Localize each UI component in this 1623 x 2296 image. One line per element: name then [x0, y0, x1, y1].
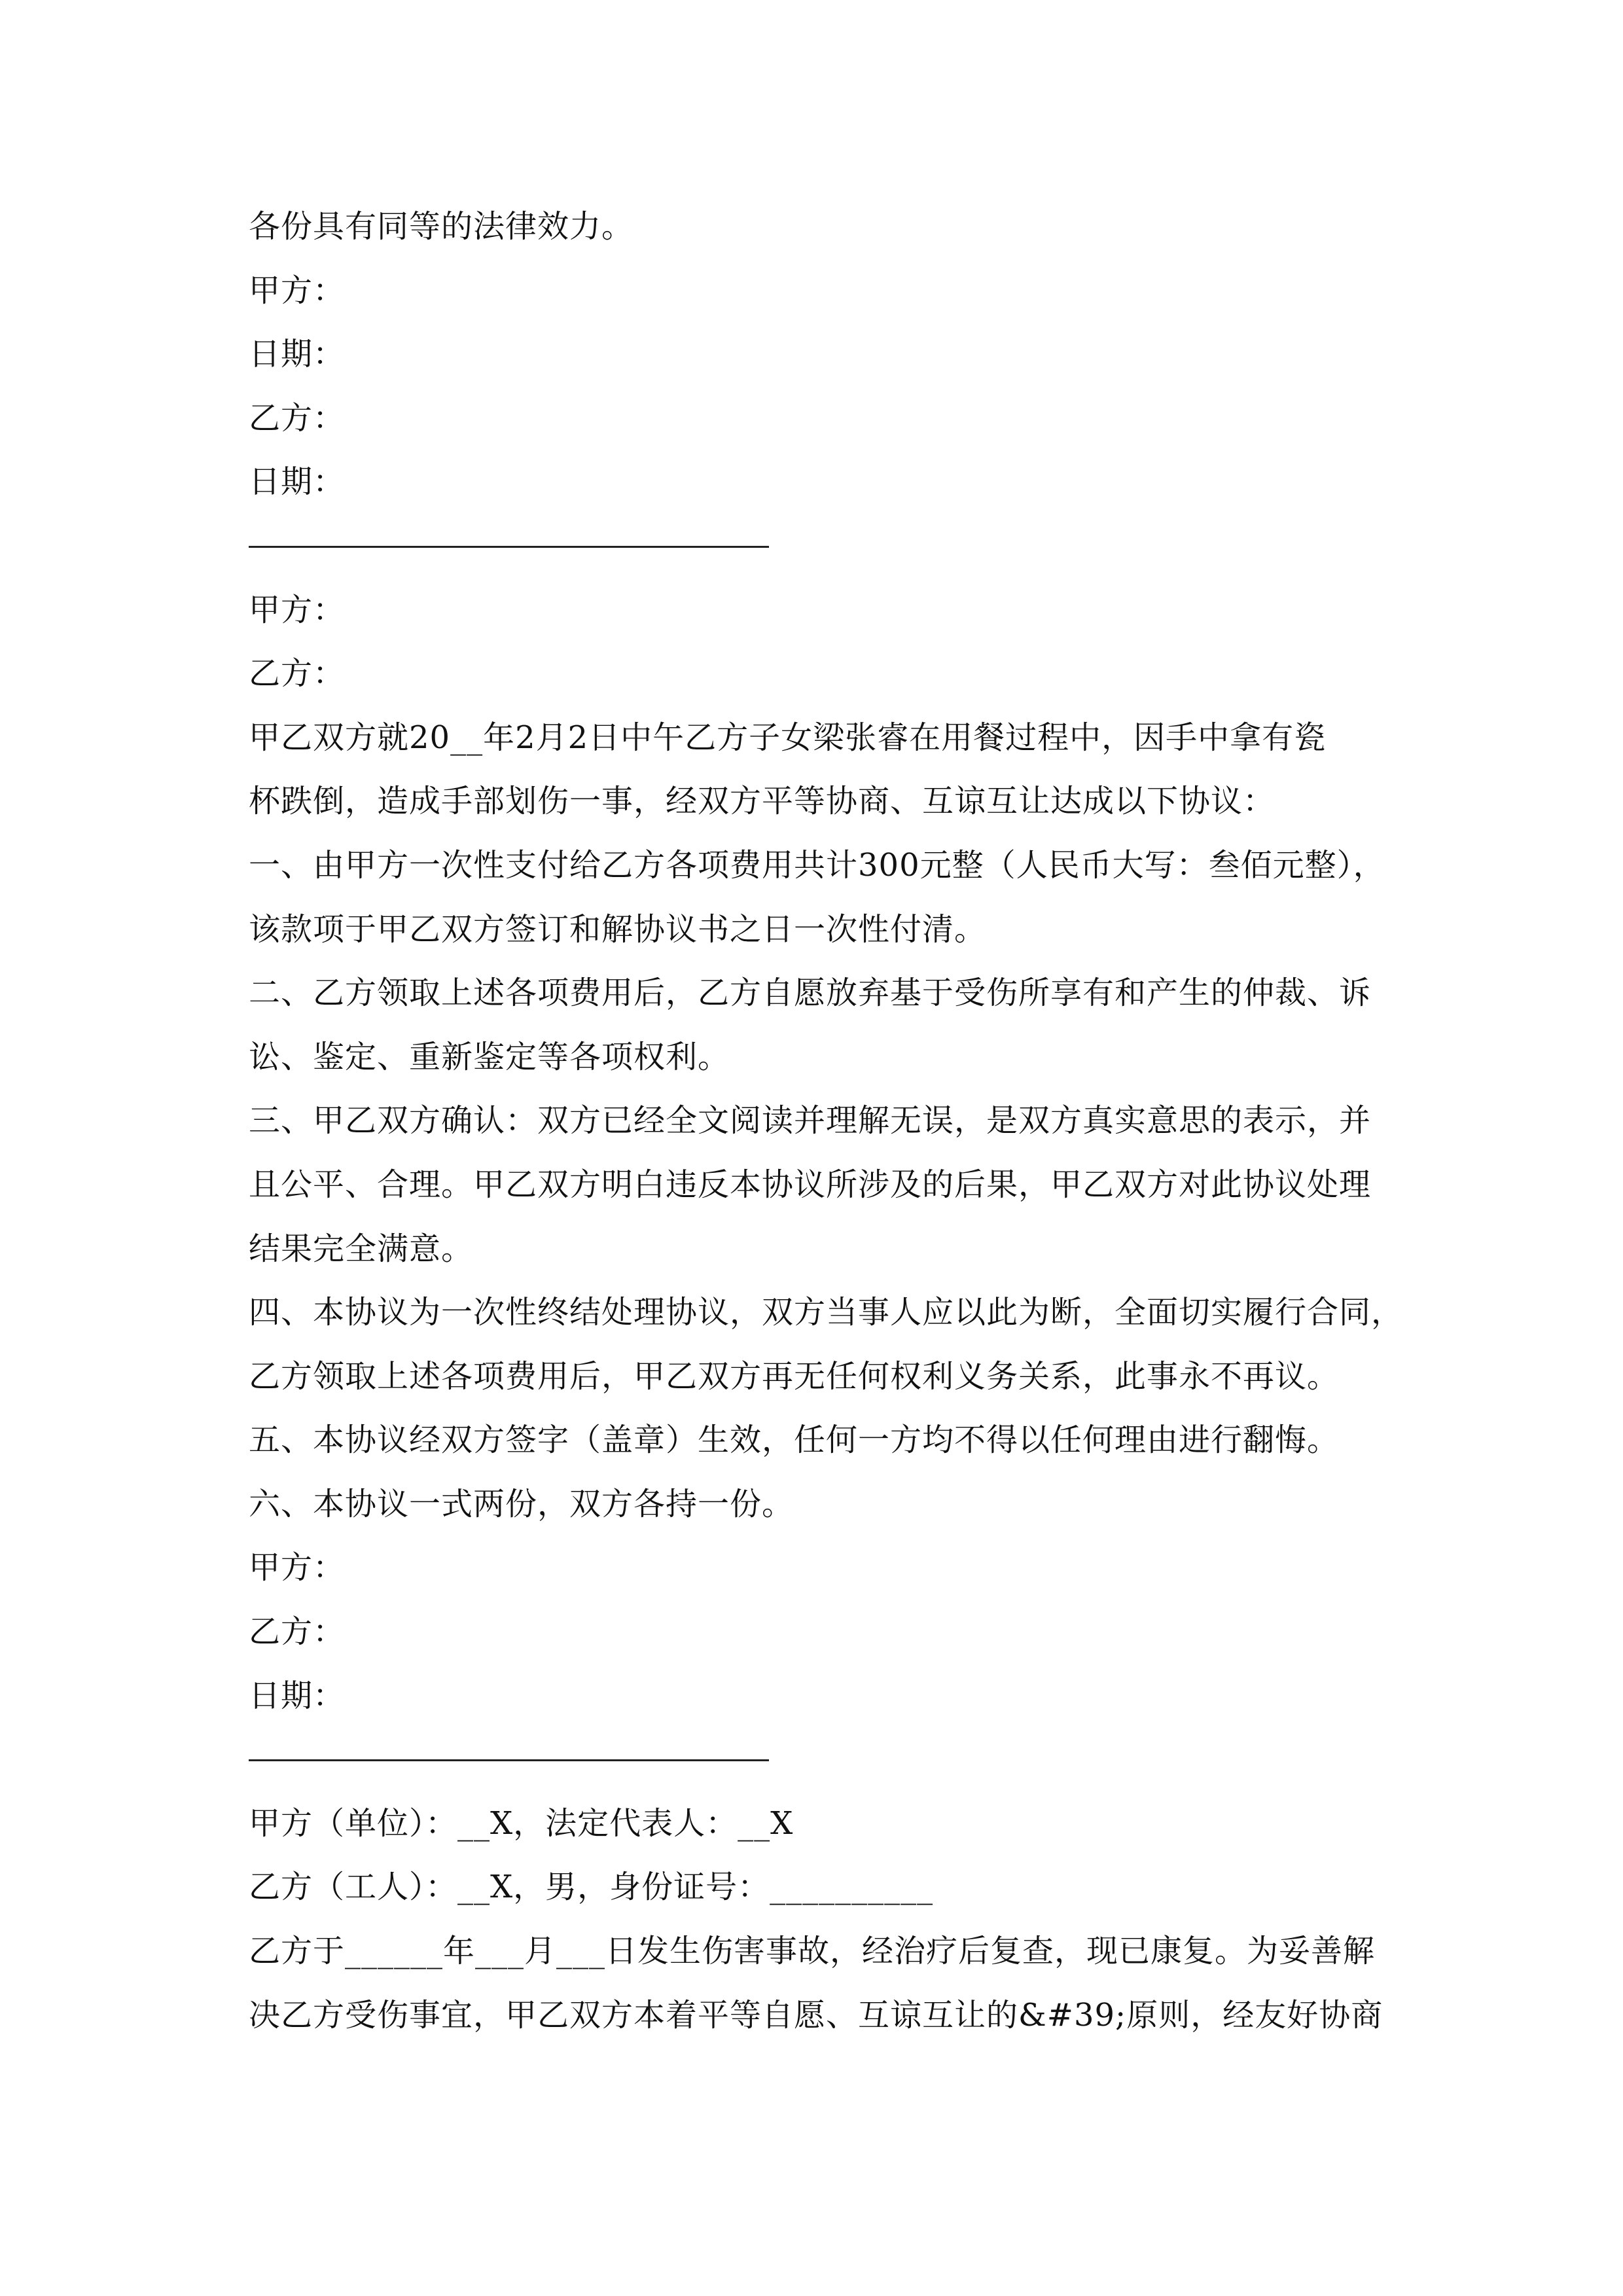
- party-b-label: 乙方：: [249, 655, 346, 692]
- text-line: 且公平、合理。甲乙双方明白违反本协议所涉及的后果，甲乙双方对此协议处理: [249, 1166, 1372, 1203]
- party-a-label: 甲方：: [249, 591, 346, 628]
- text-line: 各份具有同等的法律效力。: [249, 208, 634, 245]
- text-line: 甲乙双方就20__年2月2日中午乙方子女梁张睿在用餐过程中，因手中拿有瓷: [249, 719, 1327, 756]
- clause-5: 五、本协议经双方签字（盖章）生效，任何一方均不得以任何理由进行翻悔。: [249, 1422, 1340, 1459]
- clause-1: 一、由甲方一次性支付给乙方各项费用共计300元整（人民币大写：叁佰元整），: [249, 846, 1385, 884]
- party-a-label: 甲方：: [249, 1549, 346, 1587]
- clause-2: 二、乙方领取上述各项费用后，乙方自愿放弃基于受伤所享有和产生的仲裁、诉: [249, 975, 1372, 1012]
- text-line: 杯跌倒，造成手部划伤一事，经双方平等协商、互谅互让达成以下协议：: [249, 783, 1275, 820]
- party-b-label: 乙方：: [249, 1613, 346, 1651]
- date-label: 日期：: [249, 336, 346, 373]
- text-line: 讼、鉴定、重新鉴定等各项权利。: [249, 1038, 730, 1075]
- section-divider: [249, 514, 1400, 579]
- document-page: [249, 195, 1404, 2047]
- section-divider: [249, 1728, 1400, 1792]
- text-line: 决乙方受伤事宜，甲乙双方本着平等自愿、互谅互让的&#39;原则，经友好协商: [249, 1996, 1383, 2034]
- clause-4: 四、本协议为一次性终结处理协议，双方当事人应以此为断，全面切实履行合同，: [249, 1294, 1404, 1331]
- party-b-label: 乙方：: [249, 399, 346, 437]
- text-line: 乙方领取上述各项费用后，甲乙双方再无任何权利义务关系，此事永不再议。: [249, 1357, 1340, 1395]
- text-line: 乙方于______年___月___日发生伤害事故，经治疗后复查，现已康复。为妥善解: [249, 1933, 1376, 1970]
- party-a-unit: 甲方（单位）：__X，法定代表人：__X: [249, 1804, 794, 1842]
- text-line: 该款项于甲乙双方签订和解协议书之日一次性付清。: [249, 910, 987, 948]
- party-b-worker: 乙方（工人）：__X，男，身份证号：__________: [249, 1869, 934, 1906]
- clause-3: 三、甲乙双方确认：双方已经全文阅读并理解无误，是双方真实意思的表示，并: [249, 1102, 1372, 1139]
- text-line: 结果完全满意。: [249, 1230, 474, 1267]
- party-a-label: 甲方：: [249, 272, 346, 309]
- clause-6: 六、本协议一式两份，双方各持一份。: [249, 1485, 794, 1522]
- date-label: 日期：: [249, 1677, 346, 1714]
- date-label: 日期：: [249, 463, 346, 501]
